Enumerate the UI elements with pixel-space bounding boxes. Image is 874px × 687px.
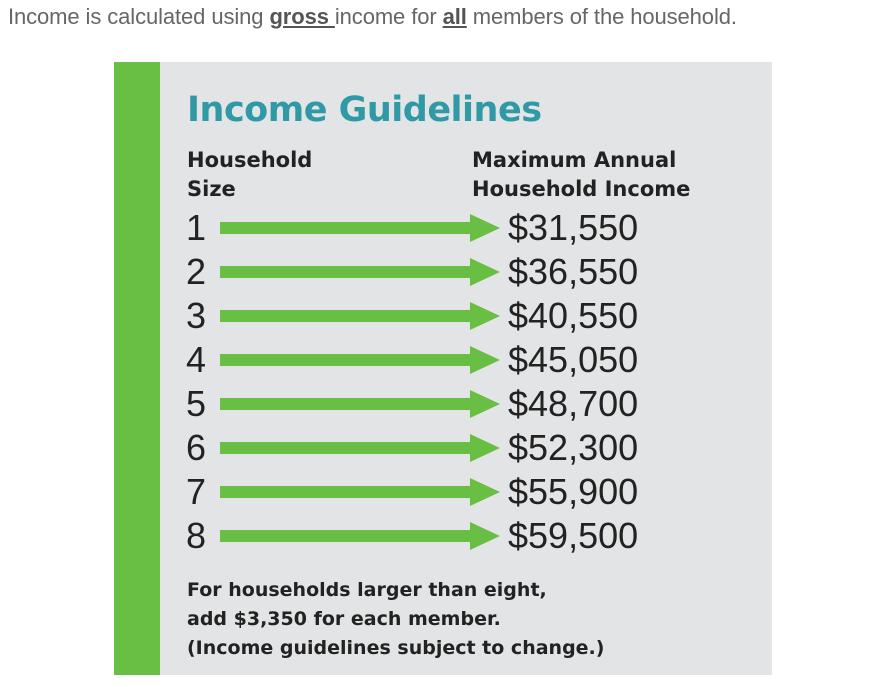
graphic-title: Income Guidelines (187, 90, 542, 130)
household-size-header-line2: Size (187, 177, 236, 201)
guideline-row (114, 472, 772, 512)
right-arrow-icon (220, 522, 500, 550)
guideline-row (114, 340, 772, 380)
right-arrow-icon (220, 258, 500, 286)
household-size-value: 6 (186, 427, 207, 468)
max-income-value: $48,700 (508, 383, 639, 424)
max-income-value: $59,500 (508, 515, 639, 556)
footnote-line3: (Income guidelines subject to change.) (187, 637, 605, 659)
max-income-header-line2: Household Income (472, 177, 691, 201)
footnote-line2: add $3,350 for each member. (187, 608, 501, 630)
gross-emphasis: gross (269, 4, 335, 29)
right-arrow-icon (220, 302, 500, 330)
household-size-value: 5 (186, 383, 207, 424)
all-emphasis: all (442, 4, 467, 29)
household-size-value: 4 (186, 339, 207, 380)
max-income-value: $55,900 (508, 471, 639, 512)
right-arrow-icon (220, 390, 500, 418)
guideline-row (114, 296, 772, 336)
household-size-value: 8 (186, 515, 207, 556)
household-size-value: 2 (186, 251, 207, 292)
max-income-value: $40,550 (508, 295, 639, 336)
right-arrow-icon (220, 434, 500, 462)
intro-suffix: members of the household. (466, 4, 737, 29)
footnote (187, 576, 604, 663)
income-guidelines-graphic (114, 62, 772, 675)
intro-middle: income for (334, 4, 443, 29)
footnote-line1: For households larger than eight, (187, 579, 547, 601)
household-size-header-line1: Household (187, 148, 313, 172)
max-income-header-line1: Maximum Annual (472, 148, 677, 172)
max-income-value: $31,550 (508, 207, 639, 248)
intro-prefix: Income is calculated using (8, 4, 270, 29)
right-arrow-icon (220, 214, 500, 242)
max-income-header (472, 146, 690, 204)
guideline-row (114, 384, 772, 424)
household-size-value: 7 (186, 471, 207, 512)
right-arrow-icon (220, 346, 500, 374)
guideline-row (114, 428, 772, 468)
max-income-value: $36,550 (508, 251, 639, 292)
right-arrow-icon (220, 478, 500, 506)
max-income-value: $52,300 (508, 427, 639, 468)
guideline-row (114, 516, 772, 556)
household-size-value: 3 (186, 295, 207, 336)
household-size-value: 1 (186, 207, 207, 248)
guideline-row (114, 208, 772, 248)
guideline-row (114, 252, 772, 292)
household-size-header (187, 146, 312, 204)
max-income-value: $45,050 (508, 339, 639, 380)
intro-text (8, 4, 737, 30)
